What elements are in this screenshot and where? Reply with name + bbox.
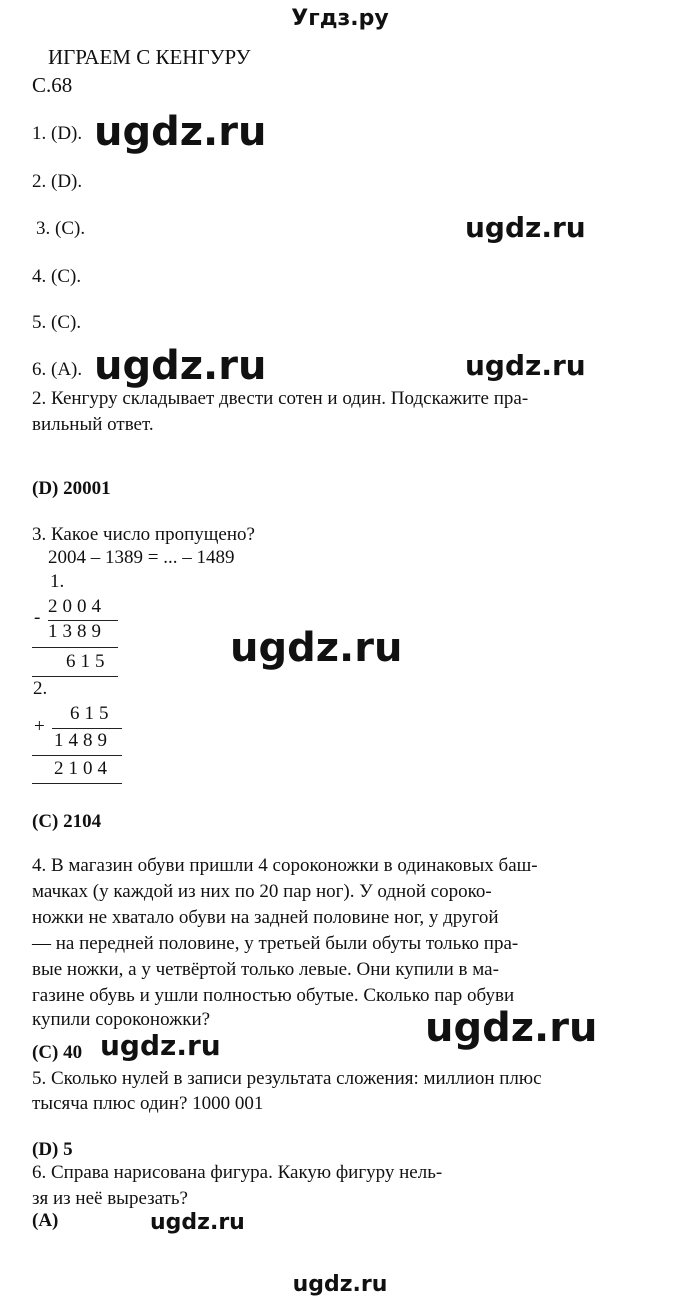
- site-title: Угдз.ру: [291, 6, 389, 31]
- q4-line: вые ножки, а у четвёртой только левые. Они купили в ма-: [32, 959, 499, 980]
- q3-answer: (C) 2104: [32, 811, 102, 832]
- q4-line: — на передней половине, у третьей были обуты только пра-: [32, 933, 519, 954]
- watermark: ugdz.ru: [100, 1029, 221, 1062]
- q4-line: 4. В магазин обуви пришли 4 сороконожки в одинаковых баш-: [32, 855, 538, 876]
- q5-line: 5. Сколько нулей в записи результата сложения: миллион плюс: [32, 1068, 542, 1089]
- divider: [32, 676, 118, 677]
- answer-6: 6. (A).: [32, 359, 83, 380]
- watermark: ugdz.ru: [425, 1005, 598, 1051]
- watermark: ugdz.ru: [94, 343, 267, 389]
- step2-a: 615: [70, 703, 114, 724]
- q6-answer: (A): [32, 1210, 59, 1231]
- q5-answer: (D) 5: [32, 1139, 73, 1160]
- q6-line: 6. Справа нарисована фигура. Какую фигуру нель-: [32, 1162, 443, 1183]
- watermark: ugdz.ru: [230, 625, 403, 671]
- divider: [32, 783, 122, 784]
- step2-sign: +: [34, 716, 45, 737]
- watermark: ugdz.ru: [292, 1272, 388, 1297]
- step2-label: 2.: [33, 678, 48, 699]
- watermark: ugdz.ru: [150, 1210, 245, 1235]
- step2-b: 1489: [54, 730, 112, 751]
- divider: [32, 755, 122, 756]
- answer-4: 4. (C).: [32, 266, 82, 287]
- q4-answer: (C) 40: [32, 1042, 83, 1063]
- divider: [52, 728, 122, 729]
- q6-line: зя из неё вырезать?: [32, 1188, 188, 1209]
- step1-b: 1389: [48, 621, 106, 642]
- watermark: ugdz.ru: [465, 211, 586, 244]
- divider: [32, 647, 118, 648]
- page-ref: С.68: [32, 73, 73, 97]
- q4-line: газине обувь и ушли полностью обутые. Сколько пар обуви: [32, 985, 515, 1006]
- q3-title: 3. Какое число пропущено?: [32, 524, 255, 545]
- heading: ИГРАЕМ С КЕНГУРУ: [48, 45, 251, 69]
- q2-line: 2. Кенгуру складывает двести сотен и один. Подскажите пра-: [32, 388, 529, 409]
- q4-line: ножки не хватало обуви на задней половине ног, у другой: [32, 907, 499, 928]
- watermark: ugdz.ru: [94, 109, 267, 155]
- answer-3: 3. (C).: [36, 218, 86, 239]
- q2-line: вильный ответ.: [32, 414, 154, 435]
- q4-line: купили сороконожки?: [32, 1009, 211, 1030]
- watermark: ugdz.ru: [465, 349, 586, 382]
- q3-equation: 2004 – 1389 = ... – 1489: [48, 547, 235, 568]
- step1-a: 2004: [48, 596, 106, 617]
- step1-label: 1.: [50, 571, 65, 592]
- step2-result: 2104: [54, 758, 112, 779]
- q5-line: тысяча плюс один? 1000 001: [32, 1093, 264, 1114]
- q4-line: мачках (у каждой из них по 20 пар ног). У одной сороко-: [32, 881, 492, 902]
- answer-1: 1. (D).: [32, 123, 83, 144]
- q2-answer: (D) 20001: [32, 478, 111, 499]
- step1-result: 615: [66, 651, 110, 672]
- answer-5: 5. (C).: [32, 312, 82, 333]
- answer-2: 2. (D).: [32, 171, 83, 192]
- step1-sign: -: [34, 607, 41, 628]
